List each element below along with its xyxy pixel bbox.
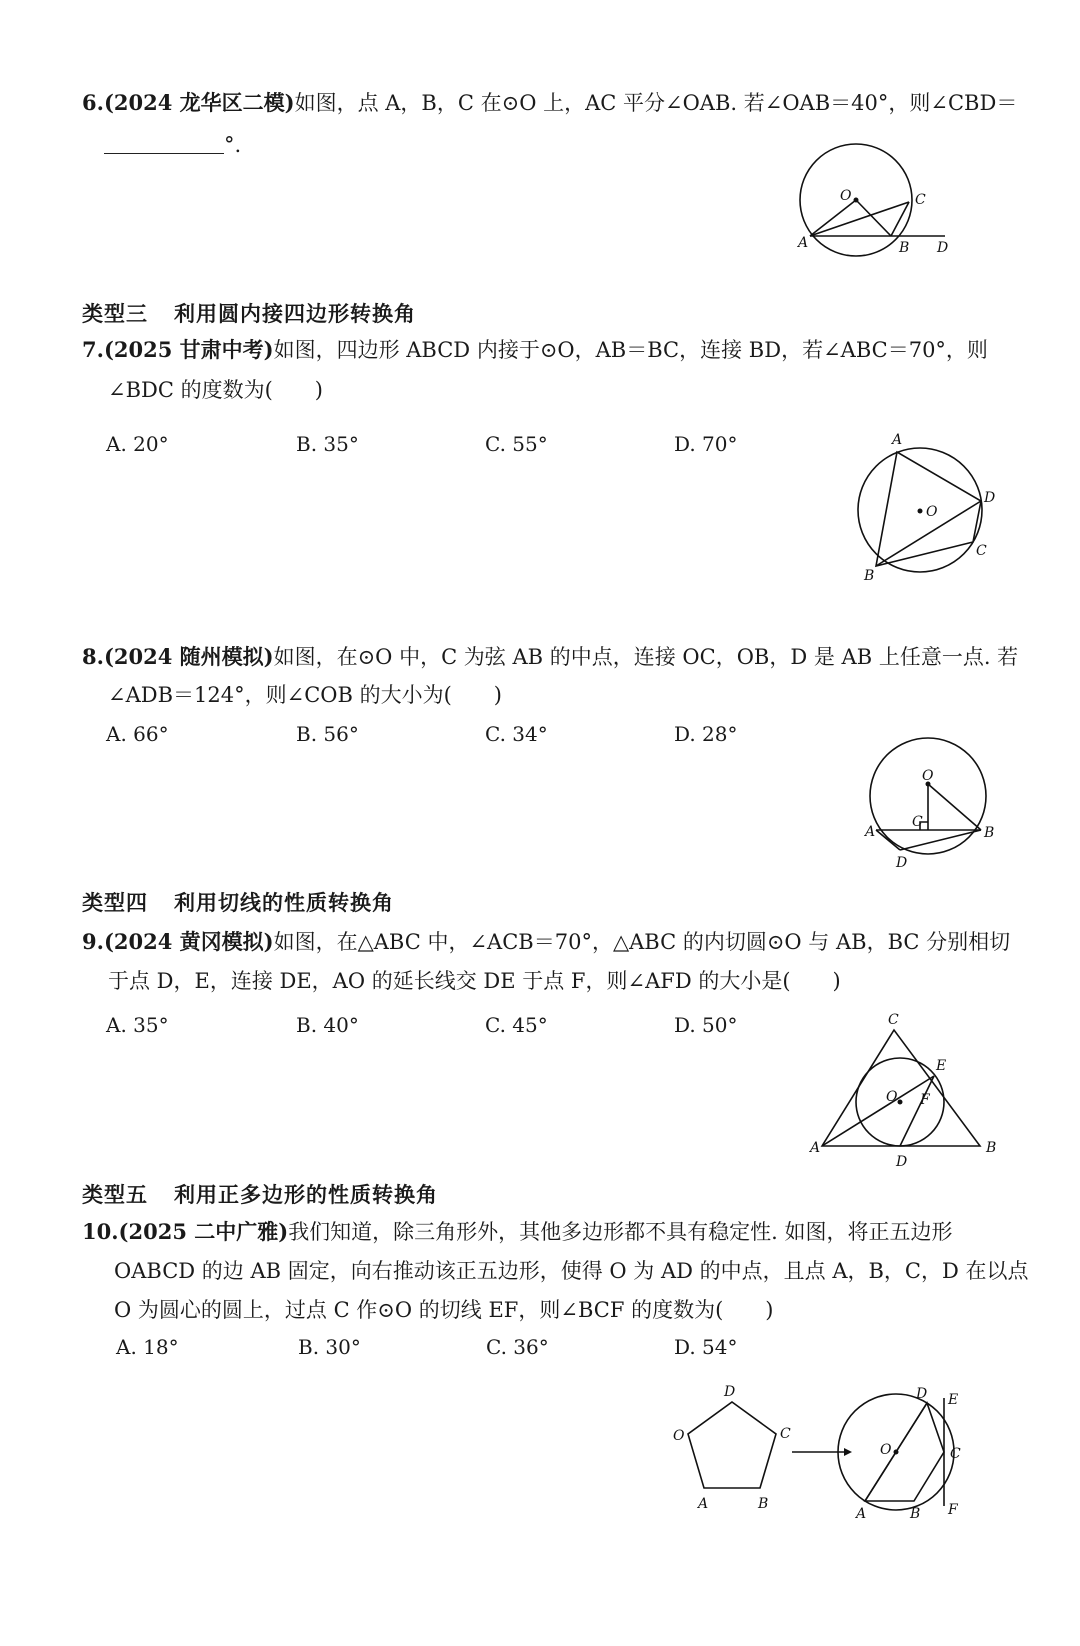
q8-text1: 如图，在⊙O 中，C 为弦 AB 的中点，连接 OC，OB，D 是 AB 上任意一点. 若 [273, 645, 1019, 669]
section5-title: 利用正多边形的性质转换角 [174, 1183, 438, 1207]
q9-figure [800, 1010, 1000, 1170]
q10-label-B: B [910, 1506, 921, 1522]
q9-option-d[interactable]: D. 50° [674, 1013, 738, 1037]
q6-label-A: A [798, 235, 809, 251]
q7-label-B: B [864, 568, 875, 584]
q9-label-F: F [920, 1092, 930, 1108]
q6-label-O: O [840, 188, 852, 204]
q9-label-O: O [886, 1089, 898, 1105]
section5-heading [82, 1179, 438, 1209]
q9-source: (2024 黄冈模拟) [103, 929, 274, 954]
q7-option-d[interactable]: D. 70° [674, 432, 738, 456]
section3-heading [82, 298, 416, 328]
q8-label-A: A [865, 824, 876, 840]
q6-number: 6. [82, 90, 104, 115]
section4-name: 类型四 [82, 891, 148, 915]
q10-text2: OABCD 的边 AB 固定，向右推动该正五边形，使得 O 为 AD 的中点，且点 A，B，C，D 在以点 [114, 1259, 1029, 1283]
q6-line1 [82, 88, 1017, 118]
q8-text2: ∠ADB＝124°，则∠COB 的大小为( ) [108, 683, 502, 707]
q9-line1 [82, 927, 1010, 957]
q6-answer-blank[interactable] [104, 153, 224, 154]
q10-pentagon-label-B: B [758, 1496, 769, 1512]
q6-tail: °. [224, 133, 242, 157]
q10-option-b[interactable]: B. 30° [298, 1335, 361, 1359]
q8-figure [860, 730, 1010, 880]
q8-option-c[interactable]: C. 34° [485, 722, 548, 746]
q9-text1: 如图，在△ABC 中，∠ACB＝70°，△ABC 的内切圆⊙O 与 AB，BC 分别相切 [273, 930, 1011, 954]
q9-label-D: D [896, 1154, 908, 1170]
q7-text2: ∠BDC 的度数为( ) [108, 378, 323, 402]
q9-label-B: B [986, 1140, 997, 1156]
q8-line1 [82, 642, 1018, 672]
q7-text1: 如图，四边形 ABCD 内接于⊙O，AB＝BC，连接 BD，若∠ABC＝70°，则 [273, 338, 988, 362]
q10-text1: 我们知道，除三角形外，其他多边形都不具有稳定性. 如图，将正五边形 [288, 1220, 953, 1244]
q9-label-A: A [810, 1140, 821, 1156]
q10-line1 [82, 1217, 953, 1247]
q9-text2: 于点 D，E，连接 DE，AO 的延长线交 DE 于点 F，则∠AFD 的大小是( ) [108, 969, 841, 993]
section4-title: 利用切线的性质转换角 [174, 891, 394, 915]
q10-pentagon-label-O: O [673, 1428, 685, 1444]
q10-label-D: D [916, 1386, 928, 1402]
q7-number: 7. [82, 337, 104, 362]
q7-option-b[interactable]: B. 35° [296, 432, 359, 456]
q7-figure [840, 430, 1000, 584]
q7-option-c[interactable]: C. 55° [485, 432, 548, 456]
q6-text: 如图，点 A，B，C 在⊙O 上，AC 平分∠OAB. 若∠OAB＝40°，则∠CBD＝ [294, 91, 1018, 115]
q7-label-O: O [926, 504, 938, 520]
q7-label-A: A [892, 432, 903, 448]
q6-figure [780, 140, 960, 270]
q10-label-C: C [950, 1446, 961, 1462]
q8-label-O: O [922, 768, 934, 784]
q8-option-b[interactable]: B. 56° [296, 722, 359, 746]
q9-label-C: C [888, 1012, 899, 1028]
q10-label-A: A [856, 1506, 867, 1522]
q7-line1 [82, 335, 988, 365]
q7-source: (2025 甘肃中考) [103, 337, 274, 362]
q10-option-d[interactable]: D. 54° [674, 1335, 738, 1359]
q7-label-C: C [976, 543, 987, 559]
q10-figure [660, 1380, 1010, 1530]
q9-number: 9. [82, 929, 104, 954]
q9-option-c[interactable]: C. 45° [485, 1013, 548, 1037]
q6-label-D: D [937, 240, 949, 256]
q6-label-B: B [899, 240, 910, 256]
q8-label-C: C [912, 814, 923, 830]
section3-title: 利用圆内接四边形转换角 [174, 302, 416, 326]
q10-option-a[interactable]: A. 18° [116, 1335, 179, 1359]
q10-option-c[interactable]: C. 36° [486, 1335, 549, 1359]
q8-label-D: D [896, 855, 908, 871]
section4-heading [82, 887, 394, 917]
q10-pentagon-label-C: C [780, 1426, 791, 1442]
q8-option-d[interactable]: D. 28° [674, 722, 738, 746]
q10-label-O: O [880, 1442, 892, 1458]
section3-name: 类型三 [82, 302, 148, 326]
q10-label-E: E [948, 1392, 959, 1408]
q10-pentagon-label-A: A [698, 1496, 709, 1512]
q6-source: (2024 龙华区二模) [103, 90, 295, 115]
q8-option-a[interactable]: A. 66° [106, 722, 169, 746]
q8-source: (2024 随州模拟) [103, 644, 274, 669]
q6-label-C: C [915, 192, 926, 208]
q7-label-D: D [984, 490, 996, 506]
section5-name: 类型五 [82, 1183, 148, 1207]
q9-option-b[interactable]: B. 40° [296, 1013, 359, 1037]
q8-number: 8. [82, 644, 104, 669]
q9-label-E: E [936, 1058, 947, 1074]
q10-text3: O 为圆心的圆上，过点 C 作⊙O 的切线 EF，则∠BCF 的度数为( ) [114, 1298, 774, 1322]
q8-label-B: B [984, 825, 995, 841]
q10-label-F: F [948, 1502, 958, 1518]
q10-pentagon-label-D: D [724, 1384, 736, 1400]
q7-option-a[interactable]: A. 20° [106, 432, 169, 456]
q10-source: (2025 二中广雅) [118, 1219, 289, 1244]
q9-option-a[interactable]: A. 35° [106, 1013, 169, 1037]
q10-arrow-head-icon [844, 1448, 852, 1456]
q10-number: 10. [82, 1219, 119, 1244]
